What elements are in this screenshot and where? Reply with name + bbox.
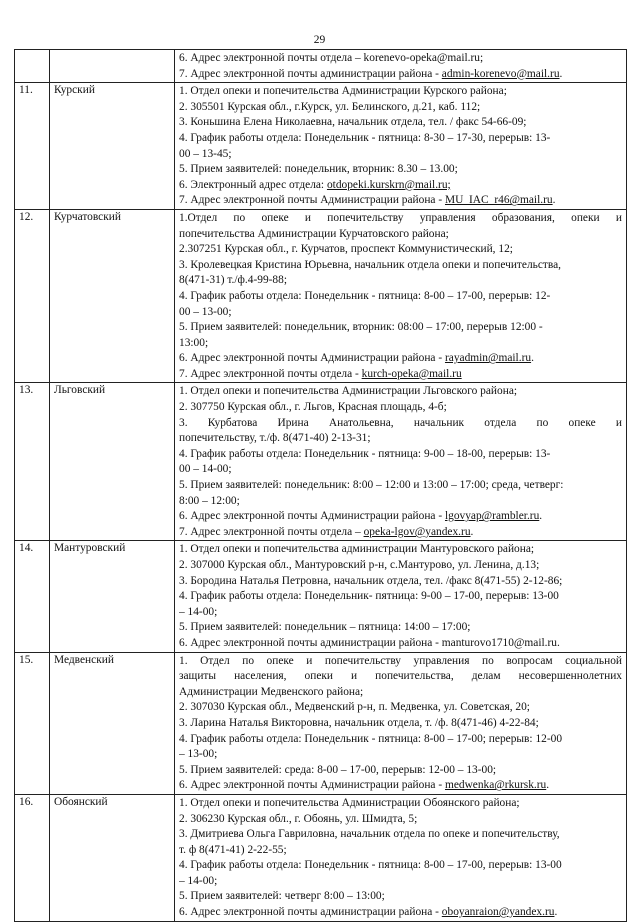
email-link[interactable]: admin-korenevo@mail.ru [441,67,560,80]
info-line [179,211,622,227]
info-line [179,273,622,289]
row-number-cell [15,794,50,921]
info-line [179,147,622,163]
email-link[interactable]: kurch-opeka@mail.ru [361,367,462,380]
info-line [179,716,622,732]
info-line-text: 4. График работы отдела: Понедельник- пятница: 9-00 – 17-00, перерыв: 13-00 [179,590,559,603]
info-line-text: попечительства Администрации Курчатовского района; [179,227,449,240]
district-name: Льговский [54,384,106,397]
info-line-text: 6. Адрес электронной почты Администрации района - [179,352,445,365]
email-link[interactable]: medwenka@rkursk.ru [444,779,547,792]
info-line-text: 4. График работы отдела: Понедельник - пятница: 8-30 – 17-30, перерыв: 13- [179,131,551,144]
info-line-tail: . [552,194,556,207]
info-line-text: 7. Адрес электронной почты отдела – [179,525,364,538]
info-line-text: 2. 307030 Курская обл., Медвенский р-н, п. Медвенка, ул. Советская, 20; [179,701,530,714]
contact-info-cell [175,383,627,541]
info-line-text: 3. Кролевецкая Кристина Юрьевна, начальник отдела опеки и попечительства, [179,258,562,271]
info-line-text: 1.Отдел по опеке и попечительству управления образования, опеки и [179,211,622,224]
table-row [15,541,627,652]
district-cell [50,50,175,83]
page-number: 29 [313,34,326,46]
info-line [179,763,622,779]
info-line [179,227,622,243]
info-line [179,193,622,209]
info-line [179,620,622,636]
contact-info-cell [175,652,627,794]
info-line-text: 7. Адрес электронной почты отдела - [179,367,362,380]
info-line [179,351,622,367]
info-line [179,589,622,605]
district-cell [50,383,175,541]
info-line-text: 13:00; [179,336,209,349]
info-line-text: защиты населения, опеки и попечительства, делам несовершеннолетних [179,670,622,683]
info-line-text: 2.307251 Курская обл., г. Курчатов, проспект Коммунистический, 12; [179,243,513,256]
info-line [179,843,622,859]
district-cell [50,83,175,210]
info-line-text: 00 – 14-00; [179,463,232,476]
info-line-text: 4. График работы отдела: Понедельник - пятница: 9-00 – 18-00, перерыв: 13- [179,447,551,460]
info-line-text: 2. 306230 Курская обл., г. Обоянь, ул. Шмидта, 5; [179,812,418,825]
info-line [179,367,622,383]
info-line-text: 5. Прием заявителей: понедельник: 8:00 – 12:00 и 13:00 – 17:00; среда, четверг: [179,479,564,492]
info-line [179,162,622,178]
contact-info-cell [175,50,627,83]
row-number-cell [15,652,50,794]
contact-info-cell [175,541,627,652]
info-line-text: 1. Отдел опеки и попечительства Администрации Обоянского района; [179,796,520,809]
row-number-cell [15,83,50,210]
info-line [179,732,622,748]
info-line [179,812,622,828]
info-line-text: 5. Прием заявителей: понедельник, вторник: 08:00 – 17:00, перерыв 12:00 - [179,321,543,334]
info-line-text: 4. График работы отдела: Понедельник - пятница: 8-00 – 17-00, перерыв: 12- [179,289,551,302]
district-cell [50,541,175,652]
district-cell [50,652,175,794]
row-number-cell [15,209,50,383]
info-line [179,258,622,274]
info-line-text: т. ф 8(471-41) 2-22-55; [179,843,287,856]
info-line-text: попечительству, т./ф. 8(471-40) 2-13-31; [179,432,371,445]
info-line [179,874,622,890]
info-line-text: 2. 305501 Курская обл., г.Курск, ул. Белинского, д.21, каб. 112; [179,100,481,113]
info-line [179,84,622,100]
opeka-contacts-table [14,49,627,922]
info-line [179,747,622,763]
info-line [179,858,622,874]
info-line [179,685,622,701]
info-line-text: 3. Бородина Наталья Петровна, начальник отдела, тел. /факс 8(471-55) 2-12-86; [179,574,563,587]
info-line-text: 1. Отдел опеки и попечительства Администрации Курского района; [179,85,507,98]
info-line-text: 4. График работы отдела: Понедельник - пятница: 8-00 – 17-00; перерыв: 12-00 [179,732,563,745]
info-line-text: 5. Прием заявителей: понедельник – пятница: 14:00 – 17:00; [179,621,471,634]
info-line-tail: . [559,67,563,80]
district-cell [50,794,175,921]
info-line-tail: . [470,525,474,538]
info-line [179,131,622,147]
email-link[interactable]: MU_IAC_r46@mail.ru [444,194,553,207]
info-line [179,525,622,541]
info-line-text: – 14-00; [179,874,218,887]
row-number: 16. [19,795,34,808]
row-number: 14. [19,542,34,555]
info-line [179,178,622,194]
info-line [179,447,622,463]
district-name: Курчатовский [54,210,121,223]
info-line-text: 6. Адрес электронной почты Администрации района - [179,510,445,523]
row-number: 15. [19,653,34,666]
info-line-text: 5. Прием заявителей: четверг 8:00 – 13:00; [179,890,385,903]
info-line-text: 1. Отдел опеки и попечительства администрации Мантуровского района; [179,543,535,556]
row-number: 11. [19,84,33,97]
info-line [179,400,622,416]
info-line [179,509,622,525]
email-link[interactable]: rayadmin@mail.ru [444,352,532,365]
info-line [179,574,622,590]
info-line-text: 7. Адрес электронной почты администрации района - [179,67,442,80]
email-link[interactable]: opeka-lgov@yandex.ru [363,525,471,538]
info-line [179,494,622,510]
info-line [179,100,622,116]
info-line-text: 5. Прием заявителей: понедельник, вторник: 8.30 – 13.00; [179,163,458,176]
contact-info-cell [175,209,627,383]
info-line [179,558,622,574]
info-line-text: 3. Курбатова Ирина Анатольевна, начальник отдела по опеке и [179,416,622,429]
info-line [179,778,622,794]
district-name: Медвенский [54,653,114,666]
info-line-text: 6. Электронный адрес отдела: [179,178,327,191]
info-line-text: – 14-00; [179,605,218,618]
info-line [179,827,622,843]
info-line [179,289,622,305]
district-cell [50,209,175,383]
info-line-text: – 13-00; [179,748,218,761]
info-line-text: 3. Коньшина Елена Николаевна, начальник отдела, тел. / факс 54-66-09; [179,116,527,129]
email-link[interactable]: oboyanraion@yandex.ru [441,906,555,919]
info-line-text: 00 – 13-00; [179,305,232,318]
info-line [179,67,622,83]
info-line-tail: . [531,352,534,365]
info-line-text: 6. Адрес электронной почты Администрации района - [179,779,445,792]
row-number: 13. [19,384,34,397]
info-line-tail: . [539,510,543,523]
info-line-text: 00 – 13-45; [179,147,232,160]
email-link[interactable]: otdopeki.kurskrn@mail.ru; [326,178,451,191]
info-line [179,115,622,131]
info-line [179,336,622,352]
district-name: Курский [54,84,95,97]
info-line [179,542,622,558]
info-line [179,796,622,812]
info-line-text: Администрации Медвенского района; [179,685,364,698]
table-row [15,50,627,83]
contact-info-cell [175,83,627,210]
info-line-text: 2. 307750 Курская обл., г. Льгов, Красная площадь, 4-б; [179,401,447,414]
info-line [179,242,622,258]
info-line-text: 4. График работы отдела: Понедельник - пятница: 8-00 – 17-00, перерыв: 13-00 [179,859,562,872]
info-line-text: 6. Адрес электронной почты администрации района - [179,906,442,919]
table-row [15,652,627,794]
info-line [179,905,622,921]
info-line-text: 6. Адрес электронной почты администрации района - manturovo1710@mail.ru. [179,636,560,649]
contact-info-cell [175,794,627,921]
district-name: Обоянский [54,795,108,808]
table-row [15,794,627,921]
info-line [179,654,622,670]
info-line-text: 1. Отдел по опеке и попечительству управления по вопросам социальной [179,654,622,667]
info-line [179,384,622,400]
table-row [15,209,627,383]
info-line [179,669,622,685]
info-line [179,416,622,432]
info-line [179,636,622,652]
info-line-tail: . [554,906,558,919]
info-line [179,320,622,336]
info-line-text: 1. Отдел опеки и попечительства Администрации Льговского района; [179,385,518,398]
info-line [179,700,622,716]
info-line-tail: . [546,779,550,792]
info-line [179,305,622,321]
info-line-text: 8:00 – 12:00; [179,494,240,507]
info-line-text: 3. Дмитриева Ольга Гавриловна, начальник отдела по опеке и попечительству, [179,828,560,841]
table-row [15,383,627,541]
info-line [179,889,622,905]
district-name: Мантуровский [54,542,126,555]
info-line [179,478,622,494]
row-number-cell [15,383,50,541]
info-line [179,605,622,621]
info-line-text: 2. 307000 Курская обл., Мантуровский р-н, с.Мантурово, ул. Ленина, д.13; [179,559,540,571]
table-row [15,83,627,210]
info-line-text: 7. Адрес электронной почты Администрации района - [179,194,445,207]
email-link[interactable]: lgovyap@rambler.ru [444,510,540,523]
info-line-text: 3. Ларина Наталья Викторовна, начальник отдела, т. /ф. 8(471-46) 4-22-84; [179,716,539,729]
row-number-cell [15,50,50,83]
row-number: 12. [19,210,34,223]
row-number-cell [15,541,50,652]
info-line-text: 5. Прием заявителей: среда: 8-00 – 17-00, перерыв: 12-00 – 13-00; [179,763,497,776]
info-line-text: 6. Адрес электронной почты отдела – korenevo-opeka@mail.ru; [179,52,484,64]
info-line [179,462,622,478]
info-line-text: 8(471-31) т./ф.4-99-88; [179,274,287,287]
info-line [179,51,622,67]
info-line [179,431,622,447]
